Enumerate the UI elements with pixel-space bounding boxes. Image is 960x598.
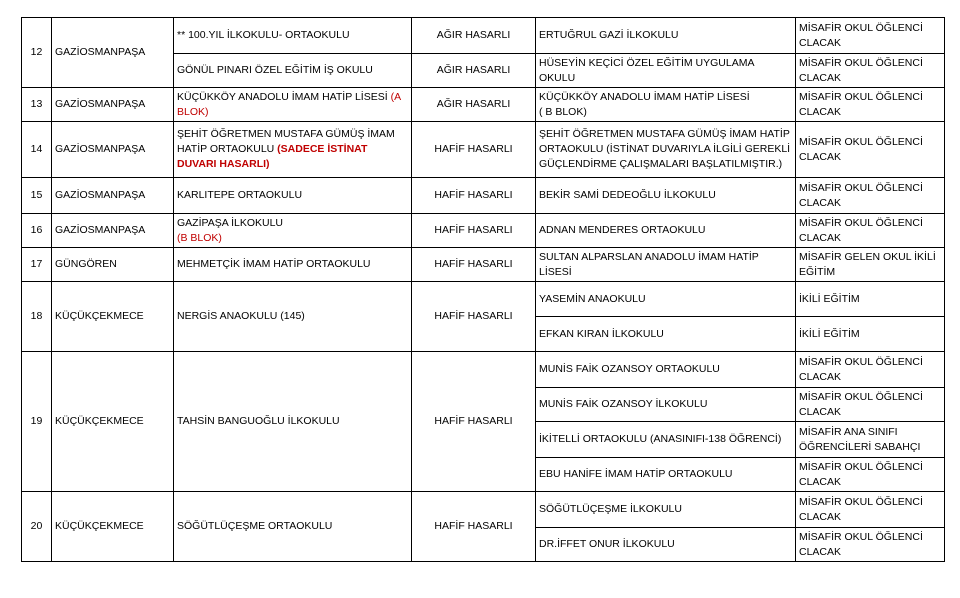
table-row xyxy=(22,282,945,317)
district-cell: GAZİOSMANPAŞA xyxy=(52,178,174,214)
target-school-cell: EBU HANİFE İMAM HATİP ORTAOKULU xyxy=(536,458,796,492)
school-cell: ** 100.YIL İLKOKULU- ORTAOKULU xyxy=(174,18,412,54)
damage-status-cell: HAFİF HASARLI xyxy=(412,492,536,562)
target-school-cell: HÜSEYİN KEÇİCİ ÖZEL EĞİTİM UYGULAMA OKULU xyxy=(536,54,796,88)
target-school-cell: YASEMİN ANAOKULU xyxy=(536,282,796,317)
target-school-cell: ADNAN MENDERES ORTAOKULU xyxy=(536,214,796,248)
row-number: 14 xyxy=(22,122,52,178)
district-cell: GAZİOSMANPAŞA xyxy=(52,214,174,248)
target-school-cell: BEKİR SAMİ DEDEOĞLU İLKOKULU xyxy=(536,178,796,214)
school-cell: SÖĞÜTLÜÇEŞME ORTAOKULU xyxy=(174,492,412,562)
table-row xyxy=(22,248,945,282)
school-cell: TAHSİN BANGUOĞLU İLKOKULU xyxy=(174,352,412,492)
school-name: GAZİPAŞA İLKOKULU xyxy=(177,216,284,229)
action-cell: MİSAFİR OKUL ÖĞLENCİ CLACAK xyxy=(796,528,945,562)
table-row xyxy=(22,122,945,178)
action-cell: MİSAFİR OKUL ÖĞLENCİ CLACAK xyxy=(796,214,945,248)
district-cell: GAZİOSMANPAŞA xyxy=(52,122,174,178)
row-number: 18 xyxy=(22,282,52,352)
target-school-cell: SULTAN ALPARSLAN ANADOLU İMAM HATİP LİSESİ xyxy=(536,248,796,282)
action-cell: MİSAFİR GELEN OKUL İKİLİ EĞİTİM xyxy=(796,248,945,282)
block-note: (A BLOK) xyxy=(177,90,401,118)
schools-table xyxy=(21,17,945,562)
damage-status-cell: AĞIR HASARLI xyxy=(412,18,536,54)
damage-status-cell: HAFİF HASARLI xyxy=(412,214,536,248)
district-cell: GAZİOSMANPAŞA xyxy=(52,88,174,122)
school-cell: MEHMETÇİK İMAM HATİP ORTAOKULU xyxy=(174,248,412,282)
district-cell: GÜNGÖREN xyxy=(52,248,174,282)
target-school-cell: SÖĞÜTLÜÇEŞME İLKOKULU xyxy=(536,492,796,528)
row-number: 16 xyxy=(22,214,52,248)
target-school-cell: MUNİS FAİK OZANSOY İLKOKULU xyxy=(536,388,796,422)
action-cell: MİSAFİR OKUL ÖĞLENCİ CLACAK xyxy=(796,492,945,528)
action-cell: MİSAFİR OKUL ÖĞLENCİ CLACAK xyxy=(796,352,945,388)
action-cell: MİSAFİR OKUL ÖĞLENCİ CLACAK xyxy=(796,54,945,88)
school-cell: GÖNÜL PINARI ÖZEL EĞİTİM İŞ OKULU xyxy=(174,54,412,88)
action-cell: MİSAFİR OKUL ÖĞLENCİ CLACAK xyxy=(796,88,945,122)
damage-status-cell: AĞIR HASARLI xyxy=(412,88,536,122)
school-cell xyxy=(174,88,412,122)
row-number: 12 xyxy=(22,18,52,88)
block-note: (B BLOK) xyxy=(177,231,222,244)
school-cell xyxy=(174,214,412,248)
target-school-cell xyxy=(536,88,796,122)
target-school-cell: MUNİS FAİK OZANSOY ORTAOKULU xyxy=(536,352,796,388)
table-row xyxy=(22,352,945,388)
damage-status-cell: AĞIR HASARLI xyxy=(412,54,536,88)
school-cell: NERGİS ANAOKULU (145) xyxy=(174,282,412,352)
target-school-cell: İKİTELLİ ORTAOKULU (ANASINIFI-138 ÖĞRENCİ) xyxy=(536,422,796,458)
action-cell: İKİLİ EĞİTİM xyxy=(796,282,945,317)
school-cell xyxy=(174,122,412,178)
damage-status-cell: HAFİF HASARLI xyxy=(412,282,536,352)
action-cell: MİSAFİR OKUL ÖĞLENCİ CLACAK xyxy=(796,18,945,54)
target-block-note: ( B BLOK) xyxy=(539,105,587,118)
table-row xyxy=(22,88,945,122)
table-row xyxy=(22,178,945,214)
district-cell: KÜÇÜKÇEKMECE xyxy=(52,492,174,562)
action-cell: İKİLİ EĞİTİM xyxy=(796,317,945,352)
school-cell: KARLITEPE ORTAOKULU xyxy=(174,178,412,214)
action-cell: MİSAFİR OKUL ÖĞLENCİ CLACAK xyxy=(796,178,945,214)
action-cell: MİSAFİR OKUL ÖĞLENCİ CLACAK xyxy=(796,458,945,492)
damage-status-cell: HAFİF HASARLI xyxy=(412,248,536,282)
target-school-cell: DR.İFFET ONUR İLKOKULU xyxy=(536,528,796,562)
row-number: 20 xyxy=(22,492,52,562)
row-number: 19 xyxy=(22,352,52,492)
school-name: KÜÇÜKKÖY ANADOLU İMAM HATİP LİSESİ xyxy=(177,90,388,103)
target-school-cell: ERTUĞRUL GAZİ İLKOKULU xyxy=(536,18,796,54)
school-name: ŞEHİT ÖĞRETMEN MUSTAFA GÜMÜŞ İMAM HATİP ORTAOKULU xyxy=(177,128,395,155)
damage-status-cell: HAFİF HASARLI xyxy=(412,122,536,178)
table-row xyxy=(22,214,945,248)
district-cell: GAZİOSMANPAŞA xyxy=(52,18,174,88)
table-row xyxy=(22,18,945,54)
row-number: 17 xyxy=(22,248,52,282)
target-school-cell: ŞEHİT ÖĞRETMEN MUSTAFA GÜMÜŞ İMAM HATİP ORTAOKULU (İSTİNAT DUVARIYLA İLGİLİ GEREKLİ GÜÇLENDİRME ÇALIŞMALARI BAŞLATILMIŞTIR.) xyxy=(536,122,796,178)
action-cell: MİSAFİR OKUL ÖĞLENCİ CLACAK xyxy=(796,388,945,422)
row-number: 13 xyxy=(22,88,52,122)
target-school-name: KÜÇÜKKÖY ANADOLU İMAM HATİP LİSESİ xyxy=(539,90,750,103)
district-cell: KÜÇÜKÇEKMECE xyxy=(52,352,174,492)
damage-status-cell: HAFİF HASARLI xyxy=(412,178,536,214)
table-row xyxy=(22,492,945,528)
action-cell: MİSAFİR ANA SINIFI ÖĞRENCİLERİ SABAHÇI xyxy=(796,422,945,458)
district-cell: KÜÇÜKÇEKMECE xyxy=(52,282,174,352)
action-cell: MİSAFİR OKUL ÖĞLENCİ CLACAK xyxy=(796,122,945,178)
row-number: 15 xyxy=(22,178,52,214)
target-school-cell: EFKAN KIRAN İLKOKULU xyxy=(536,317,796,352)
damage-note: (SADECE İSTİNAT DUVARI HASARLI) xyxy=(177,143,368,170)
damage-status-cell: HAFİF HASARLI xyxy=(412,352,536,492)
